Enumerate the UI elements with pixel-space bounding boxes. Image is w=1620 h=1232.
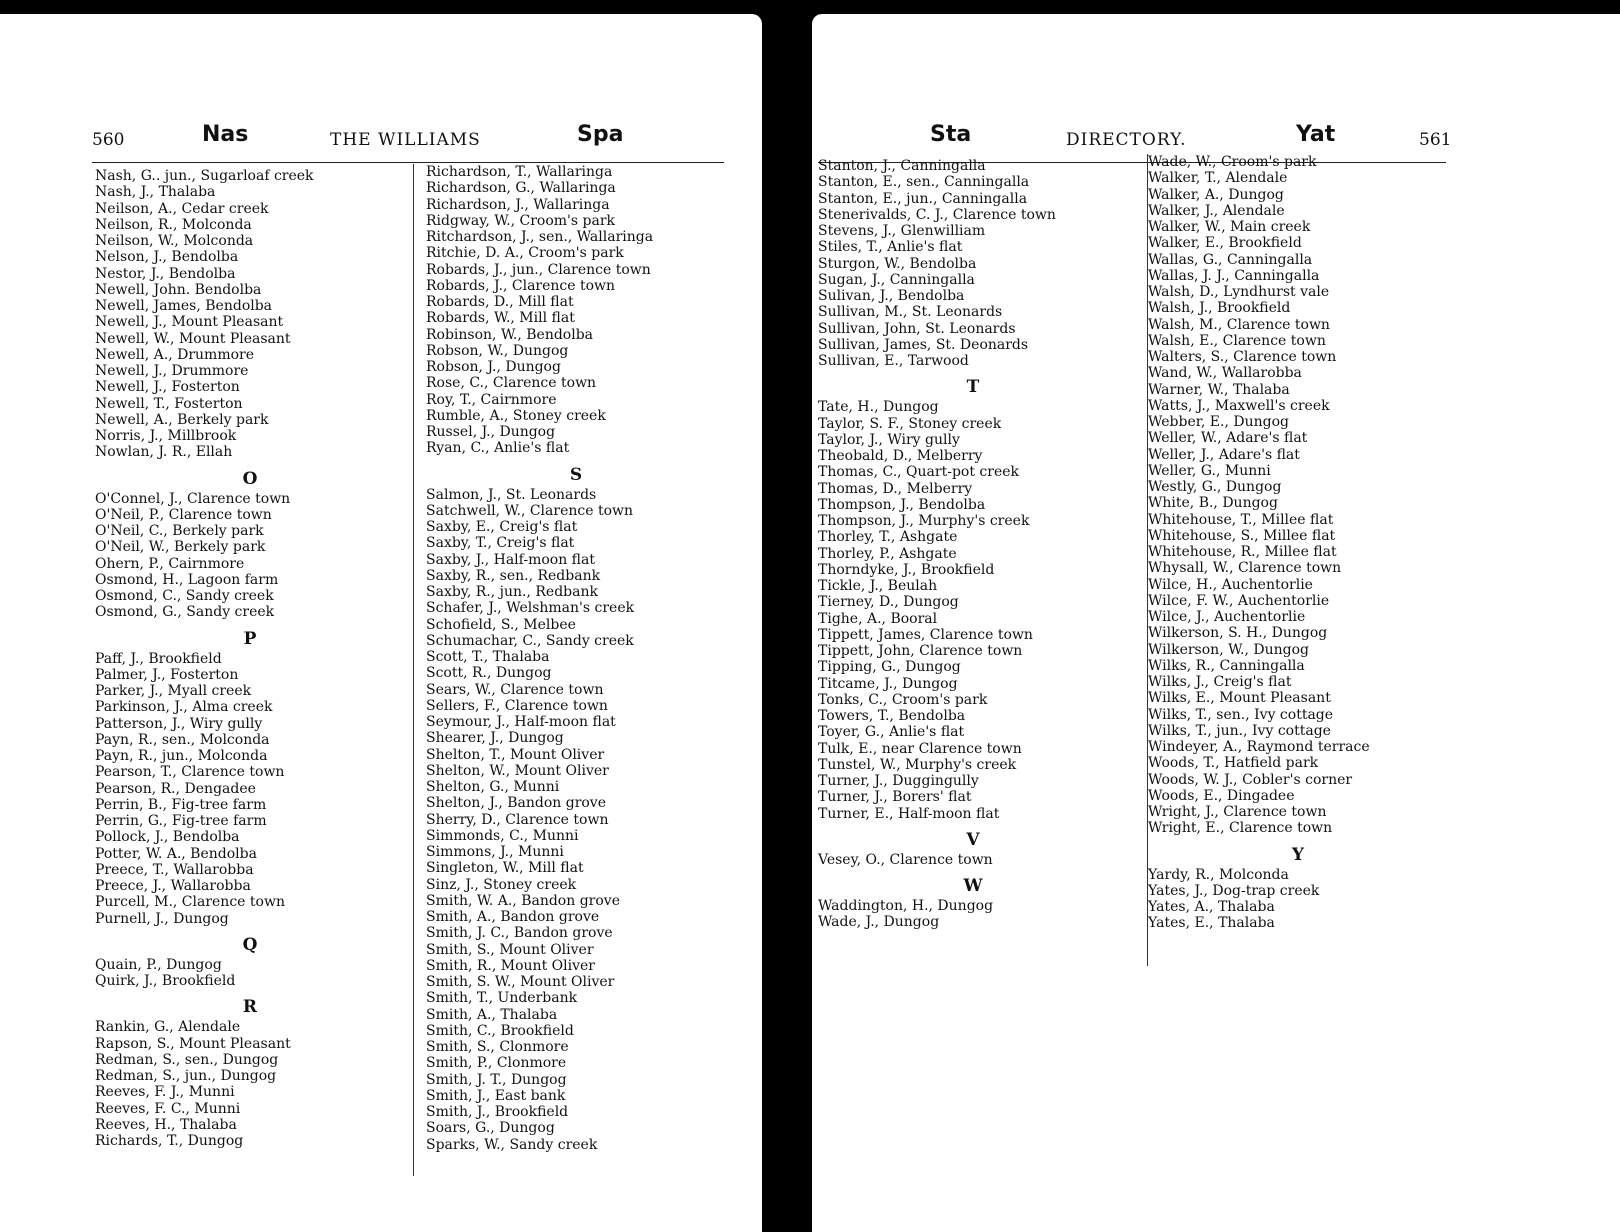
directory-entry: Richardson, T., Wallaringa [426, 164, 613, 180]
directory-entry: Perrin, B., Fig-tree farm [95, 796, 267, 813]
directory-entry: Watts, J., Maxwell's creek [1148, 397, 1330, 414]
directory-entry: Thomas, D., Melberry [818, 480, 973, 497]
directory-entry: Tippett, James, Clarence town [818, 626, 1033, 643]
directory-entry: Turner, J., Duggingully [818, 773, 979, 789]
directory-entry: O'Neil, C., Berkely park [95, 523, 264, 539]
directory-entry: Ohern, P., Cairnmore [95, 555, 245, 572]
directory-entry: Neilson, A., Cedar creek [95, 200, 269, 217]
directory-entry: O'Neil, W., Berkely park [95, 539, 266, 556]
directory-entry: Turner, E., Half-moon flat [818, 805, 1000, 822]
directory-entry: Osmond, C., Sandy creek [95, 588, 274, 604]
running-header [812, 118, 1620, 158]
directory-entry: Windeyer, A., Raymond terrace [1148, 739, 1370, 755]
directory-entry: Paff, J., Brookfield [95, 650, 222, 667]
directory-entry: Taylor, S. F., Stoney creek [818, 415, 1002, 432]
directory-entry: Weller, J., Adare's flat [1148, 446, 1300, 463]
directory-entry: Stiles, T., Anlie's flat [818, 239, 963, 256]
directory-entry: Newell, A., Drummore [95, 346, 255, 363]
directory-section [426, 164, 726, 457]
directory-entry: Robards, W., Mill flat [426, 310, 575, 327]
directory-entry: Robards, J., jun., Clarence town [426, 261, 651, 278]
directory-entry: Tonks, C., Croom's park [818, 691, 988, 708]
directory-entry: Sherry, D., Clarence town [426, 811, 609, 828]
directory-entry: Pearson, T., Clarence town [95, 764, 285, 781]
directory-entry: Neilson, W., Molconda [95, 233, 254, 249]
directory-entry: Reeves, F. C., Munni [95, 1100, 241, 1117]
section-letter: R [242, 997, 258, 1018]
directory-entry: Norris, J., Millbrook [95, 428, 237, 444]
directory-entry: Wilkerson, W., Dungog [1148, 641, 1309, 658]
directory-entry: Preece, J., Wallarobba [95, 878, 251, 894]
directory-entry: Theobald, D., Melberry [818, 448, 983, 464]
directory-entry: Smith, A., Thalaba [426, 1006, 558, 1023]
directory-section [95, 993, 405, 1149]
directory-entry: Walsh, J., Brookfield [1148, 300, 1291, 317]
directory-entry: Wilks, T., sen., Ivy cottage [1148, 706, 1334, 723]
directory-entry: Sugan, J., Canningalla [818, 271, 975, 288]
directory-entry: Nash, G.. jun., Sugarloaf creek [95, 168, 314, 184]
directory-entry: Robson, J., Dungog [426, 359, 561, 375]
directory-section [818, 872, 1128, 931]
directory-entry: Wright, J., Clarence town [1148, 804, 1327, 820]
page-number: 561 [1419, 130, 1452, 150]
directory-entry: Newell, W., Mount Pleasant [95, 330, 291, 347]
directory-entry: Payn, R., jun., Molconda [95, 748, 268, 764]
running-title: THE WILLIAMS [330, 130, 481, 150]
directory-entry: Singleton, W., Mill flat [426, 860, 584, 877]
directory-entry: Wright, E., Clarence town [1148, 820, 1333, 837]
directory-entry: Tunstel, W., Murphy's creek [818, 756, 1017, 773]
directory-entry: Smith, J., Brookfield [426, 1104, 569, 1120]
directory-entry: Newell, T., Fosterton [95, 395, 243, 412]
directory-entry: Smith, S., Clonmore [426, 1039, 569, 1055]
directory-entry: Wilks, T., jun., Ivy cottage [1148, 722, 1331, 739]
directory-entry: Ridgway, W., Croom's park [426, 212, 616, 229]
directory-entry: Taylor, J., Wiry gully [818, 431, 960, 448]
directory-entry: Walsh, E., Clarence town [1148, 332, 1326, 349]
directory-entry: Stanton, J., Canningalla [818, 158, 986, 174]
directory-entry: Quirk, J., Brookfield [95, 973, 236, 989]
directory-entry: Parker, J., Myall creek [95, 683, 252, 699]
directory-entry: Walker, T., Alendale [1148, 170, 1288, 187]
directory-entry: Richardson, G., Wallaringa [426, 180, 616, 197]
guide-word-right: Yat [1296, 122, 1336, 147]
directory-entry: Reeves, F. J., Munni [95, 1084, 235, 1101]
directory-section [95, 168, 405, 461]
directory-entry: Newell, John. Bendolba [95, 281, 262, 298]
section-letter: W [963, 876, 983, 896]
directory-entry: Tierney, D., Dungog [818, 594, 959, 611]
directory-entry: Wallas, J. J., Canningalla [1148, 267, 1320, 284]
directory-entry: Sears, W., Clarence town [426, 681, 604, 698]
directory-entry: Robards, J., Clarence town [426, 277, 616, 294]
directory-entry: Smith, C., Brookfield [426, 1022, 574, 1039]
directory-entry: Rapson, S., Mount Pleasant [95, 1035, 291, 1052]
directory-entry: Salmon, J., St. Leonards [426, 486, 597, 503]
directory-entry: Woods, W. J., Cobler's corner [1148, 771, 1353, 788]
directory-entry: Preece, T., Wallarobba [95, 861, 254, 878]
directory-entry: Patterson, J., Wiry gully [95, 715, 263, 732]
directory-entry: Schofield, S., Melbee [426, 616, 576, 633]
directory-section [1148, 841, 1448, 932]
directory-section [95, 931, 405, 990]
section-letter: P [243, 628, 257, 649]
directory-entry: Rumble, A., Stoney creek [426, 407, 606, 424]
directory-section [818, 826, 1128, 868]
directory-entry: Wilce, F. W., Auchentorlie [1148, 592, 1330, 609]
directory-entry: O'Connel, J., Clarence town [95, 490, 291, 507]
directory-entry: Titcame, J., Dungog [818, 675, 958, 692]
directory-entry: Parkinson, J., Alma creek [95, 699, 273, 716]
directory-entry: Nowlan, J. R., Ellah [95, 444, 233, 461]
directory-entry: Reeves, H., Thalaba [95, 1116, 237, 1133]
directory-entry: Smith, J. T., Dungog [426, 1071, 567, 1088]
directory-entry: Wade, W., Croom's park [1148, 154, 1317, 170]
directory-entry: Thompson, J., Bendolba [818, 496, 986, 513]
directory-entry: Sulivan, J., Bendolba [818, 288, 965, 304]
directory-entry: Pearson, R., Dengadee [95, 780, 256, 797]
directory-entry: Saxby, R., jun., Redbank [426, 584, 598, 600]
directory-entry: Stevens, J., Glenwilliam [818, 223, 986, 239]
directory-entry: Newell, J., Mount Pleasant [95, 314, 284, 331]
directory-entry: Walsh, M., Clarence town [1148, 316, 1330, 333]
directory-entry: Purcell, M., Clarence town [95, 894, 285, 911]
directory-entry: Smith, S., Mount Oliver [426, 941, 594, 958]
directory-entry: Wilce, J., Auchentorlie [1148, 609, 1306, 625]
directory-entry: Redman, S., jun., Dungog [95, 1068, 277, 1084]
directory-entry: Quain, P., Dungog [95, 956, 222, 973]
directory-entry: Stanton, E., jun., Canningalla [818, 190, 1028, 207]
directory-entry: Yates, E., Thalaba [1148, 915, 1275, 932]
directory-entry: Saxby, E., Creig's flat [426, 519, 578, 535]
directory-entry: Nash, J., Thalaba [95, 184, 216, 201]
directory-entry: Smith, W. A., Bandon grove [426, 892, 620, 909]
directory-entry: Redman, S., sen., Dungog [95, 1051, 279, 1068]
directory-entry: Tippett, John, Clarence town [818, 643, 1023, 659]
directory-entry: Stenerivalds, C. J., Clarence town [818, 206, 1056, 223]
directory-entry: Wilkerson, S. H., Dungog [1148, 625, 1328, 642]
directory-entry: Newell, J., Fosterton [95, 379, 240, 396]
directory-entry: Westly, G., Dungog [1148, 479, 1282, 495]
directory-entry: Saxby, J., Half-moon flat [426, 551, 595, 568]
directory-entry: Walker, E., Brookfield [1148, 235, 1302, 252]
directory-entry: O'Neil, P., Clarence town [95, 506, 272, 523]
column-1 [95, 168, 405, 1149]
directory-entry: Weller, G., Munni [1148, 462, 1271, 479]
left-page [0, 14, 762, 1232]
directory-entry: Weller, W., Adare's flat [1148, 430, 1308, 447]
directory-entry: Walsh, D., Lyndhurst vale [1148, 284, 1330, 300]
header-rule [92, 162, 724, 163]
directory-entry: Tickle, J., Beulah [818, 578, 938, 594]
guide-word-left: Sta [930, 122, 972, 147]
directory-entry: Schafer, J., Welshman's creek [426, 600, 635, 617]
directory-entry: Wilks, E., Mount Pleasant [1148, 690, 1331, 707]
directory-entry: Neilson, R., Molconda [95, 216, 252, 233]
directory-entry: Osmond, H., Lagoon farm [95, 571, 279, 588]
directory-entry: Thomas, C., Quart-pot creek [818, 464, 1019, 481]
page-number: 560 [92, 130, 125, 150]
directory-entry: Ritchardson, J., sen., Wallaringa [426, 229, 654, 245]
directory-entry: Perrin, G., Fig-tree farm [95, 813, 267, 829]
directory-entry: Richards, T., Dungog [95, 1133, 244, 1149]
column-2 [426, 164, 726, 1153]
directory-entry: Wallas, G., Canningalla [1148, 251, 1313, 268]
directory-entry: Potter, W. A., Bendolba [95, 845, 257, 862]
directory-entry: Shelton, G., Munni [426, 779, 560, 795]
directory-section [1148, 154, 1448, 837]
directory-entry: Rankin, G., Alendale [95, 1019, 241, 1036]
directory-entry: Thorley, T., Ashgate [818, 529, 958, 546]
directory-entry: Richardson, J., Wallaringa [426, 196, 610, 213]
section-letter: Q [242, 934, 258, 955]
directory-section [95, 465, 405, 621]
directory-section [818, 373, 1128, 822]
section-letter: S [569, 464, 583, 485]
directory-entry: Scott, T., Thalaba [426, 649, 550, 665]
directory-entry: Tipping, G., Dungog [818, 659, 961, 676]
directory-entry: Walters, S., Clarence town [1148, 349, 1337, 365]
directory-entry: Shelton, J., Bandon grove [426, 795, 607, 812]
directory-entry: Scott, R., Dungog [426, 665, 552, 682]
directory-entry: Newell, A., Berkely park [95, 411, 269, 428]
section-letter: O [242, 468, 258, 489]
directory-entry: Sullivan, James, St. Deonards [818, 336, 1029, 353]
section-letter: T [966, 377, 980, 398]
directory-entry: Shearer, J., Dungog [426, 730, 564, 747]
directory-entry: Tulk, E., near Clarence town [818, 740, 1022, 757]
directory-entry: Yardy, R., Molconda [1148, 866, 1289, 883]
directory-entry: Simmonds, C., Munni [426, 827, 579, 844]
directory-entry: Newell, J., Drummore [95, 363, 249, 379]
directory-entry: Webber, E., Dungog [1148, 414, 1289, 430]
directory-entry: Palmer, J., Fosterton [95, 666, 239, 683]
column-2 [1148, 154, 1448, 932]
directory-entry: Smith, J., East bank [426, 1087, 566, 1104]
directory-entry: Toyer, G., Anlie's flat [818, 724, 965, 741]
directory-entry: Ryan, C., Anlie's flat [426, 440, 570, 457]
directory-entry: Saxby, T., Creig's flat [426, 535, 575, 552]
directory-entry: Smith, J. C., Bandon grove [426, 925, 613, 942]
directory-entry: Rose, C., Clarence town [426, 375, 597, 392]
running-header [0, 118, 762, 158]
directory-entry: Walker, A., Dungog [1148, 186, 1284, 203]
directory-entry: Saxby, R., sen., Redbank [426, 567, 601, 584]
directory-entry: Sullivan, M., St. Leonards [818, 304, 1003, 321]
directory-entry: Wade, J., Dungog [818, 914, 940, 931]
directory-entry: Wilks, J., Creig's flat [1148, 674, 1292, 690]
directory-entry: Soars, G., Dungog [426, 1120, 555, 1137]
directory-entry: Satchwell, W., Clarence town [426, 502, 633, 519]
directory-entry: Pollock, J., Bendolba [95, 829, 240, 846]
directory-entry: Sellers, F., Clarence town [426, 697, 608, 714]
directory-entry: Walker, J., Alendale [1148, 202, 1285, 219]
directory-entry: Shelton, W., Mount Oliver [426, 762, 609, 779]
directory-entry: Vesey, O., Clarence town [818, 851, 993, 868]
directory-entry: Russel, J., Dungog [426, 424, 556, 440]
directory-entry: Sullivan, John, St. Leonards [818, 320, 1016, 337]
directory-entry: Simmons, J., Munni [426, 844, 564, 860]
directory-entry: Warner, W., Thalaba [1148, 381, 1290, 398]
directory-entry: Thompson, J., Murphy's creek [818, 513, 1030, 529]
directory-entry: Ritchie, D. A., Croom's park [426, 245, 624, 262]
directory-entry: Newell, James, Bendolba [95, 298, 273, 314]
directory-entry: Yates, J., Dog-trap creek [1148, 882, 1320, 899]
directory-entry: Wilce, H., Auchentorlie [1148, 576, 1313, 593]
directory-entry: Waddington, H., Dungog [818, 898, 994, 914]
directory-entry: White, B., Dungog [1148, 495, 1278, 512]
directory-entry: Whitehouse, T., Millee flat [1148, 511, 1334, 528]
guide-word-right: Spa [577, 122, 624, 147]
directory-entry: Purnell, J., Dungog [95, 910, 229, 927]
guide-word-left: Nas [202, 122, 249, 147]
directory-entry: Walker, W., Main creek [1148, 219, 1311, 235]
directory-entry: Robinson, W., Bendolba [426, 326, 594, 343]
column-divider [413, 164, 414, 1176]
directory-entry: Thorley, P., Ashgate [818, 545, 957, 562]
directory-entry: Smith, S. W., Mount Oliver [426, 974, 615, 990]
directory-entry: Wand, W., Wallarobba [1148, 365, 1302, 382]
directory-entry: Schumachar, C., Sandy creek [426, 632, 634, 649]
directory-entry: Wilks, R., Canningalla [1148, 657, 1305, 674]
directory-entry: Smith, A., Bandon grove [426, 909, 600, 925]
right-page [812, 14, 1620, 1232]
column-1 [818, 158, 1128, 931]
directory-entry: Sullivan, E., Tarwood [818, 353, 969, 369]
directory-entry: Robards, D., Mill flat [426, 294, 574, 310]
directory-entry: Osmond, G., Sandy creek [95, 604, 275, 621]
directory-entry: Whitehouse, S., Millee flat [1148, 527, 1336, 544]
directory-entry: Sparks, W., Sandy creek [426, 1136, 598, 1153]
directory-entry: Smith, P., Clonmore [426, 1055, 567, 1072]
directory-entry: Tate, H., Dungog [818, 399, 939, 416]
section-letter: V [966, 829, 980, 850]
directory-entry: Smith, R., Mount Oliver [426, 957, 595, 974]
directory-entry: Woods, T., Hatfield park [1148, 755, 1319, 772]
directory-entry: Whysall, W., Clarence town [1148, 560, 1342, 577]
directory-entry: Shelton, T., Mount Oliver [426, 746, 605, 763]
directory-entry: Stanton, E., sen., Canningalla [818, 174, 1030, 191]
directory-entry: Towers, T., Bendolba [818, 708, 966, 724]
directory-entry: Sturgon, W., Bendolba [818, 255, 977, 272]
section-letter: Y [1291, 844, 1305, 865]
directory-entry: Nelson, J., Bendolba [95, 249, 239, 266]
directory-entry: Whitehouse, R., Millee flat [1148, 544, 1337, 560]
directory-entry: Sinz, J., Stoney creek [426, 876, 577, 893]
directory-section [95, 625, 405, 927]
directory-section [426, 461, 726, 1153]
directory-entry: Smith, T., Underbank [426, 990, 578, 1007]
directory-entry: Turner, J., Borers' flat [818, 789, 972, 806]
directory-entry: Thorndyke, J., Brookfield [818, 561, 995, 578]
directory-section [818, 158, 1128, 369]
directory-entry: Robson, W., Dungog [426, 342, 569, 359]
directory-entry: Seymour, J., Half-moon flat [426, 714, 616, 730]
directory-entry: Payn, R., sen., Molconda [95, 731, 270, 748]
directory-entry: Yates, A., Thalaba [1148, 899, 1275, 915]
directory-entry: Nestor, J., Bendolba [95, 265, 236, 282]
running-title: DIRECTORY. [1066, 130, 1187, 150]
directory-entry: Woods, E., Dingadee [1148, 787, 1295, 804]
directory-entry: Roy, T., Cairnmore [426, 391, 557, 408]
directory-entry: Tighe, A., Booral [818, 610, 938, 627]
